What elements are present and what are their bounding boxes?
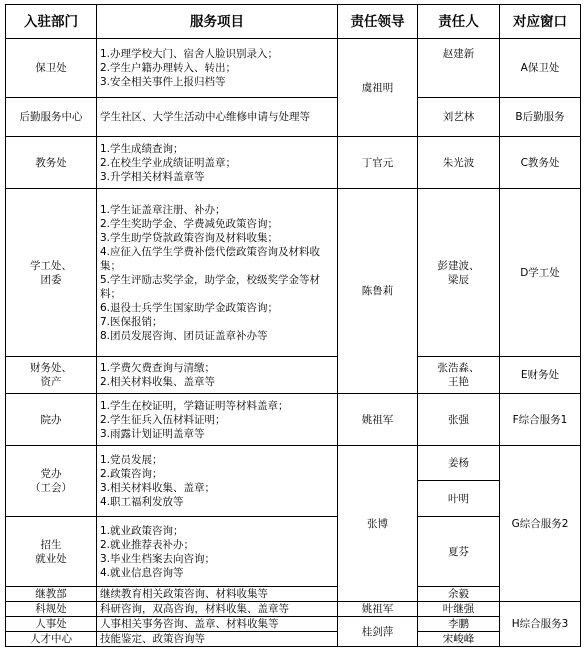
header-leader: 责任领导 [338,5,418,39]
services-cell: 1.党员发展； 2.政策咨询； 3.相关材料收集、盖章； 4.职工福利发放等 [97,446,338,517]
person-cell: 李鹏 [418,617,500,632]
table-row [6,357,581,394]
person-cell: 张浩淼、 王艳 [418,357,500,394]
header-person: 责任人 [418,5,500,39]
header-row [6,5,581,39]
services-cell: 1.学生在校证明，学籍证明等材料盖章； 2.学生征兵入伍材料证明； 3.雨露计划证明盖章等 [97,394,338,446]
leader-cell: 张博 [338,446,418,602]
services-cell: 1.学费欠费查询与清缴； 2.相关材料收集、盖章等 [97,357,338,394]
table-row [6,517,581,552]
dept-cell: 后勤服务中心 [6,98,97,137]
window-cell: B后勤服务 [500,98,581,137]
table-row [6,446,581,481]
table-row [6,137,581,189]
person-cell: 朱光波 [418,137,500,189]
person-cell: 姜杨 [418,446,500,481]
services-cell: 学生社区、大学生活动中心维修申请与处理等 [97,98,338,137]
dept-cell: 党办 （工会） [6,446,97,517]
services-cell: 技能鉴定、政策咨询等 [97,632,338,647]
dept-cell: 人事处 [6,617,97,632]
leader-cell: 丁官元 [338,137,418,189]
leader-cell: 虞祖明 [338,39,418,137]
leader-cell: 姚祖军 [338,394,418,446]
dept-cell: 院办 [6,394,97,446]
dept-cell: 继教部 [6,587,97,602]
window-cell: G综合服务2 [500,446,581,602]
dept-cell: 学工处、 团委 [6,189,97,357]
window-cell: A保卫处 [500,39,581,98]
window-cell: H综合服务3 [500,602,581,647]
person-cell: 彭建波、 梁辰 [418,189,500,357]
person-cell: 叶继强 [418,602,500,617]
table-row [6,39,581,98]
dept-cell: 教务处 [6,137,97,189]
services-cell: 人事相关事务咨询、盖章、材料收集等 [97,617,338,632]
window-cell: E财务处 [500,357,581,394]
person-cell: 刘艺林 [418,98,500,137]
table-row [6,587,581,602]
dept-cell: 财务处、 资产 [6,357,97,394]
dept-cell: 招生 就业处 [6,517,97,587]
service-table [5,4,581,647]
table-row [6,602,581,617]
window-cell: C教务处 [500,137,581,189]
dept-cell: 科规处 [6,602,97,617]
table-row [6,617,581,632]
header-dept: 入驻部门 [6,5,97,39]
leader-cell: 姚祖军 [338,602,418,617]
table-row [6,189,581,357]
window-cell: D学工处 [500,189,581,357]
services-cell: 1.学生成绩查询； 2.在校生学业成绩证明盖章； 3.升学相关材料盖章等 [97,137,338,189]
dept-cell: 保卫处 [6,39,97,98]
services-cell: 1.就业政策咨询； 2.就业推荐表补办； 3.毕业生档案去向咨询； 4.就业信息咨询等 [97,517,338,587]
services-cell: 1.办理学校大门、宿舍人脸识别录入； 2.学生户籍办理转入、转出； 3.安全相关事件上报归档等 [97,39,338,98]
table-row [6,98,581,137]
header-window: 对应窗口 [500,5,581,39]
header-services: 服务项目 [97,5,338,39]
services-cell: 1.学生证盖章注册、补办； 2.学生奖助学金、学费减免政策咨询； 3.学生助学贷款政策咨询及材料收集； 4.应征入伍学生学费补偿代偿政策咨询及材料收集； 5.学生评励志奖学金，助学金，校级奖学金等材料； 6.退役士兵学生国家助学金政策咨询； 7.医保报销； 8.团员发展咨询、团员证盖章补办等 [97,189,338,357]
person-cell: 夏芬 [418,517,500,587]
dept-cell: 人才中心 [6,632,97,647]
services-cell: 科研咨询，双高咨询，材料收集、盖章等 [97,602,338,617]
table-row [6,632,581,647]
services-cell: 继续教育相关政策咨询、材料收集等 [97,587,338,602]
person-cell: 余毅 [418,587,500,602]
person-cell: 叶明 [418,481,500,517]
person-cell: 赵建新 [418,39,500,98]
window-cell: F综合服务1 [500,394,581,446]
person-cell: 张强 [418,394,500,446]
person-cell: 宋峻峰 [418,632,500,647]
leader-cell: 陈鲁莉 [338,189,418,394]
leader-cell: 桂剑萍 [338,617,418,647]
table-row [6,394,581,446]
